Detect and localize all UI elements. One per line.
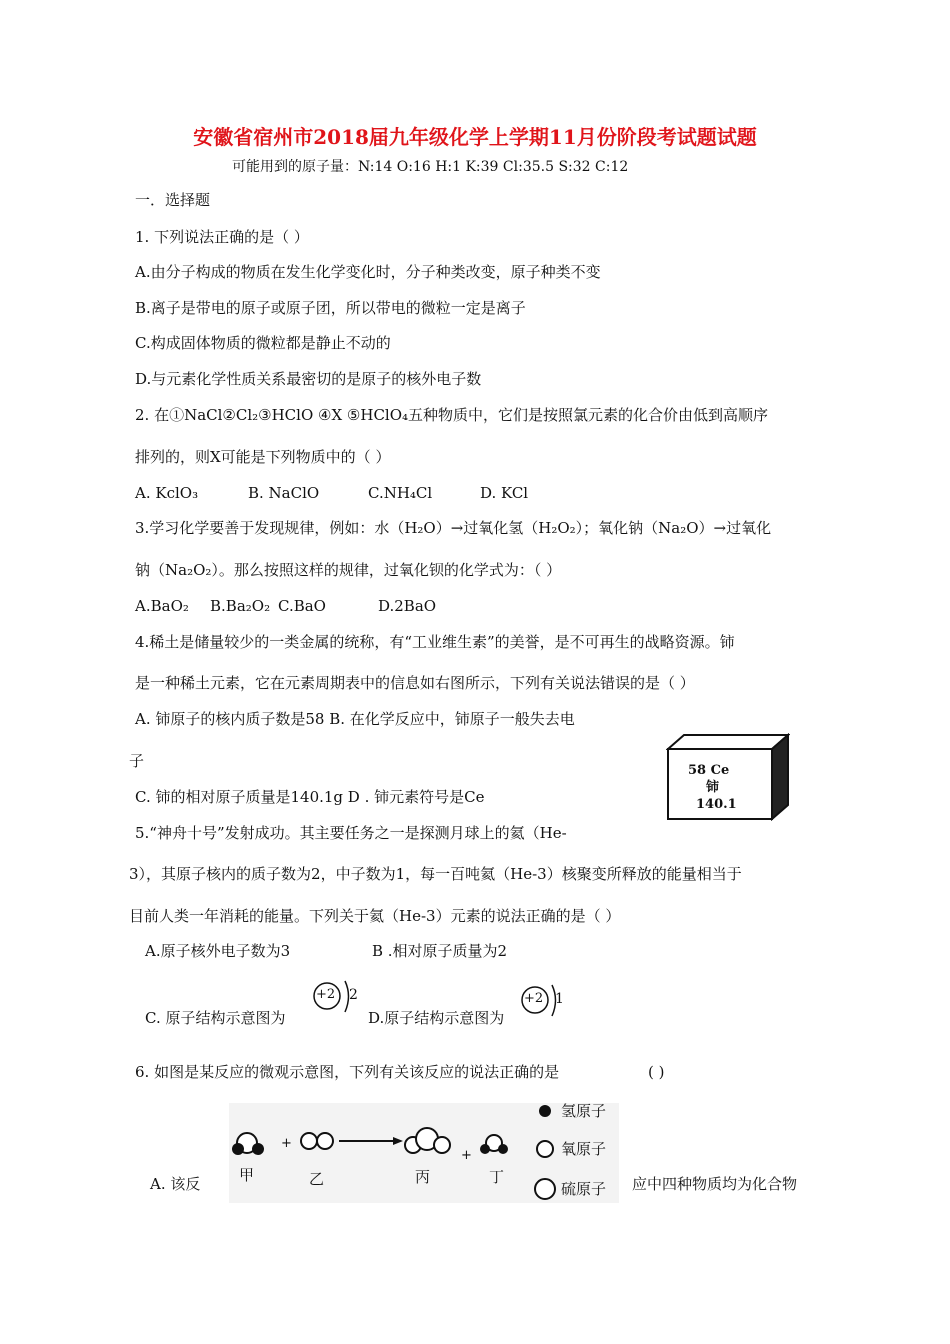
q5-line2: 3），其原子核内的质子数为2，中子数为1，每一百吨氦（He-3）核聚变所释放的能量相当于 bbox=[129, 865, 742, 883]
label-bing: 丙 bbox=[415, 1168, 431, 1186]
label-yi: 乙 bbox=[309, 1170, 325, 1188]
q3-line1: 3.学习化学要善于发现规律，例如：水（H₂O）→过氧化氢（H₂O₂）；氧化钠（Na₂O）→过氧化 bbox=[135, 519, 772, 537]
q1-option-b: B.离子是带电的原子或原子团，所以带电的微粒一定是离子 bbox=[135, 299, 526, 317]
element-name: 铈 bbox=[706, 780, 720, 795]
q1-option-d: D.与元素化学性质关系最密切的是原子的核外电子数 bbox=[135, 370, 482, 388]
atom-c-shell: 2 bbox=[349, 987, 358, 1003]
atom-diagram-d bbox=[520, 982, 564, 1026]
q6-option-a-right: 应中四种物质均为化合物 bbox=[632, 1175, 798, 1193]
q3-option-a: A.BaO₂ bbox=[135, 597, 189, 615]
section-heading: 一．选择题 bbox=[135, 191, 211, 209]
element-card-cerium bbox=[666, 733, 790, 821]
atom-d-shell: 1 bbox=[555, 991, 564, 1007]
q1-stem: 1. 下列说法正确的是（ ） bbox=[135, 228, 309, 246]
q2-line1: 2. 在①NaCl②Cl₂③HClO ④X ⑤HClO₄五种物质中，它们是按照氯元素的化合价由低到高顺序 bbox=[135, 406, 769, 424]
label-ding: 丁 bbox=[489, 1168, 505, 1186]
q5-option-c: C. 原子结构示意图为 bbox=[145, 1009, 286, 1027]
q6-paren: ( ) bbox=[648, 1063, 665, 1081]
q4-options-ab-wrap: 子 bbox=[129, 752, 145, 770]
q5-line1: 5.“神舟十号”发射成功。其主要任务之一是探测月球上的氦（He- bbox=[135, 824, 567, 842]
q6-stem: 6. 如图是某反应的微观示意图，下列有关该反应的说法正确的是 bbox=[135, 1063, 560, 1081]
q5-option-a: A.原子核外电子数为3 bbox=[145, 942, 291, 960]
q2-option-d: D. KCl bbox=[480, 484, 529, 502]
svg-text:+: + bbox=[461, 1148, 472, 1163]
q2-option-b: B. NaClO bbox=[248, 484, 320, 502]
legend-sulfur: 硫原子 bbox=[561, 1180, 607, 1198]
svg-text:+: + bbox=[281, 1136, 292, 1151]
page-title: 安徽省宿州市2018届九年级化学上学期11月份阶段考试题试题 bbox=[193, 125, 757, 149]
q5-option-d: D.原子结构示意图为 bbox=[368, 1009, 505, 1027]
q5-option-b: B .相对原子质量为2 bbox=[372, 942, 508, 960]
q2-option-a: A. KclO₃ bbox=[135, 484, 199, 502]
element-mass: 140.1 bbox=[696, 797, 737, 812]
q3-option-d: D.2BaO bbox=[378, 597, 437, 615]
q6-option-a-left: A. 该反 bbox=[150, 1175, 201, 1193]
q5-line3: 目前人类一年消耗的能量。下列关于氦（He-3）元素的说法正确的是（ ） bbox=[129, 907, 621, 925]
q4-options-cd: C. 铈的相对原子质量是140.1g D . 铈元素符号是Ce bbox=[135, 788, 485, 806]
q3-option-b: B.Ba₂O₂ bbox=[210, 597, 271, 615]
q4-options-ab: A. 铈原子的核内质子数是58 B. 在化学反应中，铈原子一般失去电 bbox=[135, 710, 575, 728]
q4-line2: 是一种稀土元素，它在元素周期表中的信息如右图所示，下列有关说法错误的是（ ） bbox=[135, 674, 695, 692]
atom-d-nucleus: +2 bbox=[524, 991, 544, 1006]
q1-option-a: A.由分子构成的物质在发生化学变化时，分子种类改变，原子种类不变 bbox=[135, 263, 601, 281]
label-jia: 甲 bbox=[239, 1166, 255, 1184]
legend-hydrogen: 氢原子 bbox=[561, 1102, 607, 1120]
q3-line2: 钠（Na₂O₂）。那么按照这样的规律，过氧化钡的化学式为：（ ） bbox=[135, 561, 562, 579]
q4-line1: 4.稀土是储量较少的一类金属的统称，有“工业维生素”的美誉，是不可再生的战略资源。铈 bbox=[135, 633, 735, 651]
element-number-symbol: 58 Ce bbox=[688, 763, 730, 778]
q2-option-c: C.NH₄Cl bbox=[368, 484, 433, 502]
legend-oxygen: 氧原子 bbox=[561, 1140, 607, 1158]
atom-diagram-c bbox=[312, 978, 358, 1024]
atom-c-nucleus: +2 bbox=[316, 987, 336, 1002]
q2-line2: 排列的，则X可能是下列物质中的（ ） bbox=[135, 448, 391, 466]
reaction-diagram bbox=[229, 1103, 619, 1203]
q3-option-c: C.BaO bbox=[278, 597, 326, 615]
q1-option-c: C.构成固体物质的微粒都是静止不动的 bbox=[135, 334, 391, 352]
atomic-masses: 可能用到的原子量：N:14 O:16 H:1 K:39 Cl:35.5 S:32 C:12 bbox=[232, 159, 629, 175]
